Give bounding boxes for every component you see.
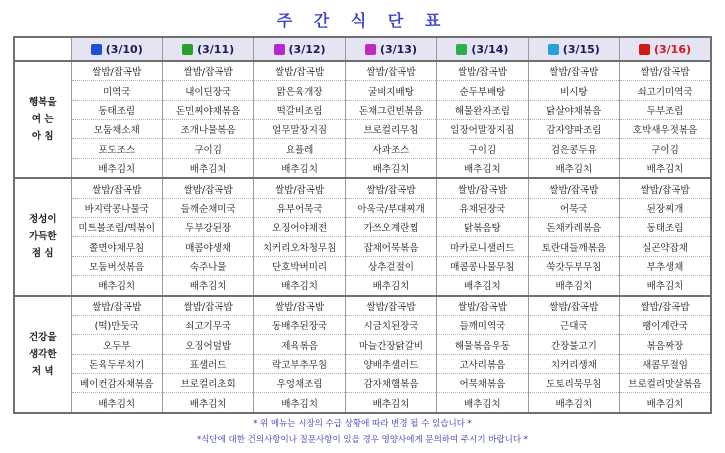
menu-cell: 쌀밥/잡곡밥 xyxy=(437,296,528,316)
menu-cell: 표샐러드 xyxy=(162,354,253,373)
menu-cell: 쌀밥/잡곡밥 xyxy=(71,61,162,81)
sticker-icon xyxy=(274,44,285,55)
meal-label-line: 행복을 xyxy=(28,97,57,109)
menu-cell: 유부어묵국 xyxy=(254,198,345,217)
menu-cell: 치커리생채 xyxy=(528,354,619,373)
dish-row xyxy=(14,178,711,198)
menu-cell: 배추김치 xyxy=(437,393,528,413)
menu-cell: 쌀밥/잡곡밥 xyxy=(345,61,436,81)
dish-row xyxy=(14,100,711,119)
menu-cell: 배추김치 xyxy=(71,393,162,413)
dish-row xyxy=(14,316,711,335)
day-header-1 xyxy=(162,37,253,61)
menu-cell: 모둠버섯볶음 xyxy=(71,256,162,275)
menu-cell: 단호박버미리 xyxy=(254,256,345,275)
sticker-icon xyxy=(182,44,193,55)
menu-cell: 도토리묵무침 xyxy=(528,374,619,393)
menu-cell: 락고부추무침 xyxy=(254,354,345,373)
header-corner xyxy=(14,37,71,61)
menu-cell: 양배추샐러드 xyxy=(345,354,436,373)
menu-cell: 배추김치 xyxy=(437,158,528,178)
menu-cell: 얼무말장지짐 xyxy=(254,120,345,139)
menu-cell: 우엉채조림 xyxy=(254,374,345,393)
day-label: (3/16) xyxy=(653,42,692,56)
menu-cell: 배추김치 xyxy=(620,158,711,178)
menu-cell: 두부강된장 xyxy=(162,218,253,237)
dish-row xyxy=(14,237,711,256)
dish-row xyxy=(14,218,711,237)
menu-cell: 닭볶음탕 xyxy=(437,218,528,237)
meal-label-line: 저 녁 xyxy=(31,365,54,377)
day-header-0 xyxy=(71,37,162,61)
footnote-contact-notice: *식단에 대한 건의사항이나 질문사항이 있을 경우 영양사에게 문의하여 주시기 바랍니다 * xyxy=(196,435,529,445)
menu-cell: 마늘간장닭갈비 xyxy=(345,335,436,354)
day-header-6 xyxy=(620,37,711,61)
menu-cell: 쌀밥/잡곡밥 xyxy=(620,61,711,81)
menu-cell: 포도조스 xyxy=(71,139,162,158)
menu-cell: 배추김치 xyxy=(345,158,436,178)
menu-cell: 어묵국 xyxy=(528,198,619,217)
menu-cell: 해물볶음우동 xyxy=(437,335,528,354)
menu-cell: 쌀밥/잡곡밥 xyxy=(71,178,162,198)
dish-row xyxy=(14,198,711,217)
menu-cell: 브로컬리맛살볶음 xyxy=(620,374,711,393)
menu-cell: 숙주나물 xyxy=(162,256,253,275)
menu-cell: 바지락콩나물국 xyxy=(71,198,162,217)
menu-cell: 순두부배탕 xyxy=(437,81,528,100)
menu-cell: 동태조림 xyxy=(71,100,162,119)
dish-row xyxy=(14,374,711,393)
menu-cell: 검은콩두유 xyxy=(528,139,619,158)
menu-cell: 동배추된장국 xyxy=(254,316,345,335)
menu-cell: 매콤콩나물무침 xyxy=(437,256,528,275)
day-header-2 xyxy=(254,37,345,61)
menu-cell: 일장어말장지짐 xyxy=(437,120,528,139)
menu-cell: 쌀밥/잡곡밥 xyxy=(437,178,528,198)
menu-cell: 쌀밥/잡곡밥 xyxy=(162,296,253,316)
meal-label-2 xyxy=(14,296,71,413)
menu-cell: 감자채햄볶음 xyxy=(345,374,436,393)
menu-cell: 쌀밥/잡곡밥 xyxy=(528,296,619,316)
menu-cell: 배추김치 xyxy=(254,158,345,178)
meal-label-line: 점 심 xyxy=(31,248,54,260)
menu-cell: 들깨미역국 xyxy=(437,316,528,335)
sticker-icon xyxy=(365,44,376,55)
menu-cell: 감자양파조림 xyxy=(528,120,619,139)
menu-cell: 구이김 xyxy=(620,139,711,158)
menu-cell: 쌀밥/잡곡밥 xyxy=(71,296,162,316)
day-label: (3/15) xyxy=(562,42,600,56)
menu-cell: 맑은육개장 xyxy=(254,81,345,100)
meal-label-line: 건강을 xyxy=(28,331,57,343)
meal-label-0 xyxy=(14,61,71,178)
menu-cell: 된장찌개 xyxy=(620,198,711,217)
menu-cell: 쌀밥/잡곡밥 xyxy=(162,61,253,81)
menu-cell: 쌀밥/잡곡밥 xyxy=(528,61,619,81)
menu-cell: 동태조림 xyxy=(620,218,711,237)
menu-cell: 쌀밥/잡곡밥 xyxy=(528,178,619,198)
menu-cell: 돈민찌야채볶음 xyxy=(162,100,253,119)
menu-cell: 쫄면야채무침 xyxy=(71,237,162,256)
menu-cell: 해물완자조림 xyxy=(437,100,528,119)
menu-cell: 배추김치 xyxy=(528,276,619,296)
menu-cell: 잡채어묵볶음 xyxy=(345,237,436,256)
menu-cell: 치커리오차청무침 xyxy=(254,237,345,256)
menu-cell: 근대국 xyxy=(528,316,619,335)
menu-cell: 배추김치 xyxy=(345,393,436,413)
menu-cell: 쌀밥/잡곡밥 xyxy=(345,178,436,198)
menu-cell: 배추김치 xyxy=(162,158,253,178)
footnote-change-notice: * 위 메뉴는 시장의 수급 상황에 따라 변경 될 수 있습니다 * xyxy=(253,419,472,429)
menu-cell: 두부조림 xyxy=(620,100,711,119)
menu-cell: 제육볶음 xyxy=(254,335,345,354)
dish-row xyxy=(14,256,711,275)
day-label: (3/12) xyxy=(288,42,326,56)
menu-cell: 가쓰오계란찜 xyxy=(345,218,436,237)
dish-row xyxy=(14,120,711,139)
meal-label-line: 아 침 xyxy=(31,131,54,143)
day-header-3 xyxy=(345,37,436,61)
dish-row xyxy=(14,81,711,100)
sticker-icon xyxy=(456,44,467,55)
meal-label-line: 정성이 xyxy=(28,214,57,226)
page-title: 주 간 식 단 표 xyxy=(276,11,449,30)
menu-cell: 쇠고기무국 xyxy=(162,316,253,335)
menu-cell: 간장불고기 xyxy=(528,335,619,354)
menu-cell: 미역국 xyxy=(71,81,162,100)
day-label: (3/14) xyxy=(471,42,509,56)
menu-cell: 쌀밥/잡곡밥 xyxy=(254,61,345,81)
menu-cell: 배추김치 xyxy=(71,276,162,296)
menu-cell: 배추김치 xyxy=(162,393,253,413)
day-header-row xyxy=(14,37,711,61)
menu-cell: 쌀밥/잡곡밥 xyxy=(254,178,345,198)
meal-label-line: 여 는 xyxy=(31,114,54,126)
menu-cell: 쌀밥/잡곡밥 xyxy=(254,296,345,316)
menu-cell: 오징어덮밥 xyxy=(162,335,253,354)
menu-cell: 배추김치 xyxy=(528,393,619,413)
menu-cell: 브로컬리무침 xyxy=(345,120,436,139)
menu-cell: (떡)만둣국 xyxy=(71,316,162,335)
meal-label-line: 생각한 xyxy=(28,348,57,360)
menu-cell: 볶음짜장 xyxy=(620,335,711,354)
menu-cell: 쇠고기미역국 xyxy=(620,81,711,100)
menu-cell: 마카로니샐러드 xyxy=(437,237,528,256)
menu-cell: 비시탕 xyxy=(528,81,619,100)
dish-row xyxy=(14,276,711,296)
menu-cell: 베이컨감자채볶음 xyxy=(71,374,162,393)
sticker-icon xyxy=(91,44,102,55)
dish-row xyxy=(14,61,711,81)
weekly-menu-table xyxy=(13,36,712,414)
day-label: (3/10) xyxy=(105,42,143,56)
menu-cell: 팽이계란국 xyxy=(620,316,711,335)
menu-cell: 실곤약잡채 xyxy=(620,237,711,256)
meal-label-line: 가득한 xyxy=(28,231,57,243)
menu-cell: 떡갈비조림 xyxy=(254,100,345,119)
dish-row xyxy=(14,139,711,158)
dish-row xyxy=(14,335,711,354)
menu-cell: 배추김치 xyxy=(254,393,345,413)
menu-cell: 쌀밥/잡곡밥 xyxy=(620,296,711,316)
dish-row xyxy=(14,158,711,178)
menu-cell: 구이김 xyxy=(437,139,528,158)
menu-cell: 돈채카레볶음 xyxy=(528,218,619,237)
menu-cell: 돈채그린빈볶음 xyxy=(345,100,436,119)
menu-cell: 쑥갓두부무침 xyxy=(528,256,619,275)
menu-cell: 배추김치 xyxy=(162,276,253,296)
menu-cell: 아욱국/부대찌개 xyxy=(345,198,436,217)
menu-cell: 배추김치 xyxy=(528,158,619,178)
menu-cell: 부추생채 xyxy=(620,256,711,275)
menu-cell: 구이김 xyxy=(162,139,253,158)
menu-cell: 새콤무절임 xyxy=(620,354,711,373)
menu-cell: 매콤야생채 xyxy=(162,237,253,256)
dish-row xyxy=(14,354,711,373)
menu-cell: 배추김치 xyxy=(620,393,711,413)
menu-cell: 유채된장국 xyxy=(437,198,528,217)
menu-cell: 배추김치 xyxy=(620,276,711,296)
day-header-5 xyxy=(528,37,619,61)
day-label: (3/11) xyxy=(197,42,235,56)
meal-label-1 xyxy=(14,178,71,295)
day-label: (3/13) xyxy=(379,42,417,56)
menu-cell: 굴비지배탕 xyxy=(345,81,436,100)
menu-cell: 오두부 xyxy=(71,335,162,354)
menu-cell: 호박새우젓볶음 xyxy=(620,120,711,139)
menu-cell: 쌀밥/잡곡밥 xyxy=(162,178,253,198)
menu-cell: 시금치된장국 xyxy=(345,316,436,335)
sticker-icon xyxy=(548,44,559,55)
menu-cell: 오징어야채전 xyxy=(254,218,345,237)
menu-cell: 배추김치 xyxy=(437,276,528,296)
menu-cell: 고사리볶음 xyxy=(437,354,528,373)
menu-cell: 쌀밥/잡곡밥 xyxy=(437,61,528,81)
menu-cell: 토란대들깨볶음 xyxy=(528,237,619,256)
menu-cell: 사과조스 xyxy=(345,139,436,158)
menu-cell: 닭살야채볶음 xyxy=(528,100,619,119)
day-header-4 xyxy=(437,37,528,61)
menu-cell: 요플레 xyxy=(254,139,345,158)
menu-cell: 쌀밥/잡곡밥 xyxy=(620,178,711,198)
menu-cell: 배추김치 xyxy=(254,276,345,296)
menu-cell: 들깨순채미국 xyxy=(162,198,253,217)
menu-cell: 배추김치 xyxy=(71,158,162,178)
menu-cell: 배추김치 xyxy=(345,276,436,296)
menu-cell: 돈육두루치기 xyxy=(71,354,162,373)
menu-cell: 모둠채소채 xyxy=(71,120,162,139)
menu-cell: 어묵채볶음 xyxy=(437,374,528,393)
dish-row xyxy=(14,296,711,316)
menu-cell: 쌀밥/잡곡밥 xyxy=(345,296,436,316)
sticker-icon xyxy=(639,44,650,55)
menu-cell: 조개나물볶음 xyxy=(162,120,253,139)
menu-cell: 상추겉절이 xyxy=(345,256,436,275)
dish-row xyxy=(14,393,711,413)
menu-cell: 브로컬리초회 xyxy=(162,374,253,393)
menu-body xyxy=(14,61,711,413)
menu-cell: 내이딘장국 xyxy=(162,81,253,100)
menu-cell: 미트볼조림/떡볶이 xyxy=(71,218,162,237)
